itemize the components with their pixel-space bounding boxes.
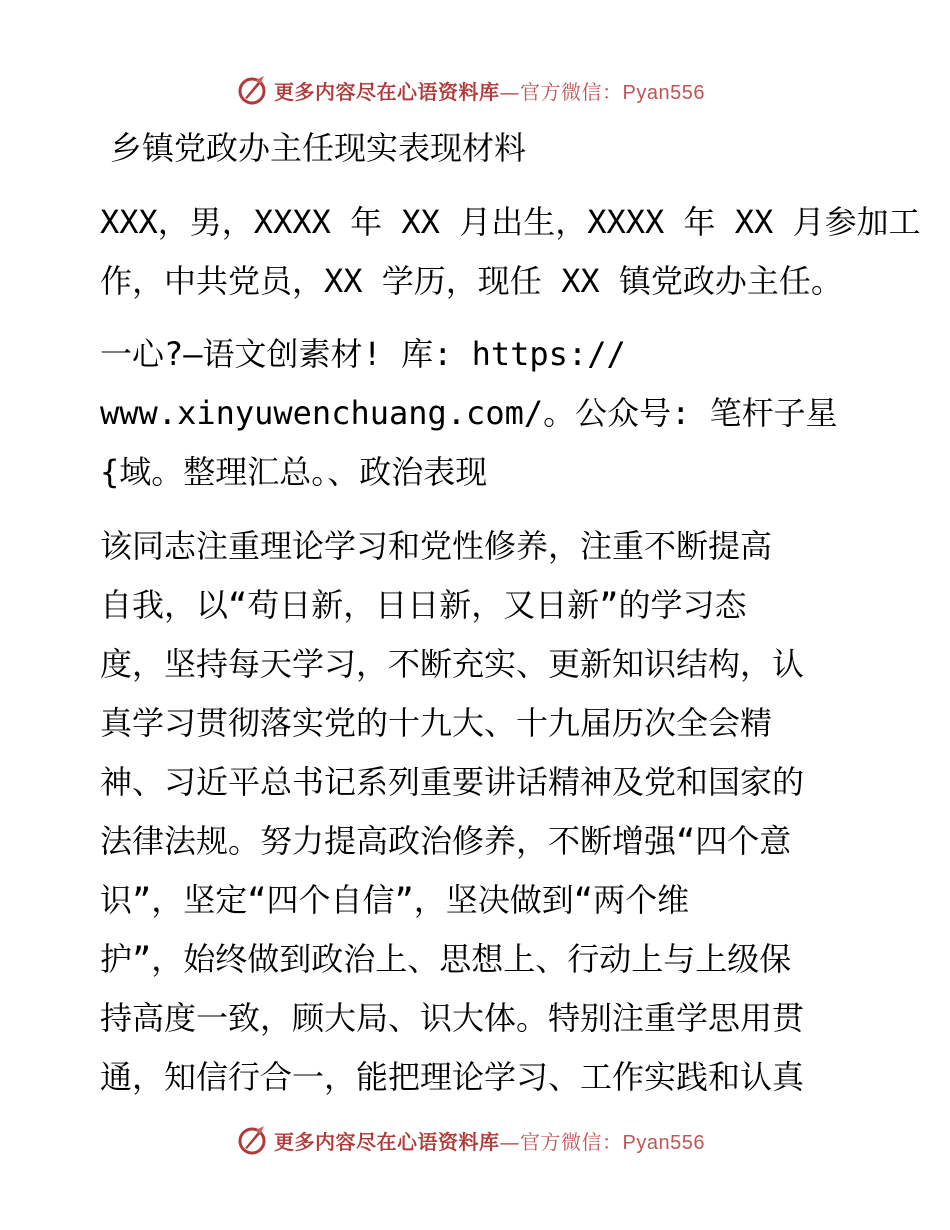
quill-pen-logo-icon (236, 1124, 268, 1156)
paragraph-line: 该同志注重理论学习和党性修养，注重不断提高 (100, 527, 773, 565)
banner-text (274, 1126, 705, 1155)
paragraph-line: 识”，坚定“四个自信”，坚决做到“两个维 (100, 881, 690, 919)
header-watermark-banner (236, 73, 705, 107)
banner-main-text: 更多内容尽在心语资料库 (274, 79, 500, 104)
quill-pen-logo-icon (236, 74, 268, 106)
banner-main-text: 更多内容尽在心语资料库 (274, 1129, 500, 1154)
paragraph-line: {域。整理汇总。、政治表现 (100, 453, 488, 491)
paragraph-line: XXX，男，XXXX 年 XX 月出生，XXXX 年 XX 月参加工 (100, 203, 921, 241)
paragraph-line: 真学习贯彻落实党的十九大、十九届历次全会精 (100, 704, 773, 742)
banner-text (274, 76, 705, 105)
paragraph-line: 自我，以“苟日新，日日新，又日新”的学习态 (100, 586, 747, 624)
paragraph-line: 持高度一致，顾大局、识大体。特别注重学思用贯 (100, 999, 805, 1037)
paragraph-line: 一心?—语文创素材! 库: https:// (100, 335, 626, 373)
banner-wechat-label: 官方微信： (520, 79, 623, 104)
paragraph-line: 通，知信行合一，能把理论学习、工作实践和认真 (100, 1058, 805, 1096)
paragraph-line: 作，中共党员，XX 学历，现任 XX 镇党政办主任。 (100, 262, 843, 300)
document-title: 乡镇党政办主任现实表现材料 (110, 129, 527, 167)
banner-wechat-id: Pyan556 (622, 81, 705, 104)
footer-watermark-banner (236, 1123, 705, 1157)
banner-separator: — (499, 79, 520, 104)
paragraph-line: 法律法规。努力提高政治修养，不断增强“四个意 (100, 822, 792, 860)
banner-wechat-id: Pyan556 (622, 1131, 705, 1154)
paragraph-line: 护”，始终做到政治上、思想上、行动上与上级保 (100, 940, 792, 978)
banner-separator: — (499, 1129, 520, 1154)
paragraph-line: 度，坚持每天学习，不断充实、更新知识结构，认 (100, 645, 805, 683)
paragraph-line: 神、习近平总书记系列重要讲话精神及党和国家的 (100, 763, 805, 801)
banner-wechat-label: 官方微信： (520, 1129, 623, 1154)
paragraph-line: www.xinyuwenchuang.com/。公众号: 笔杆子星 (100, 394, 838, 432)
